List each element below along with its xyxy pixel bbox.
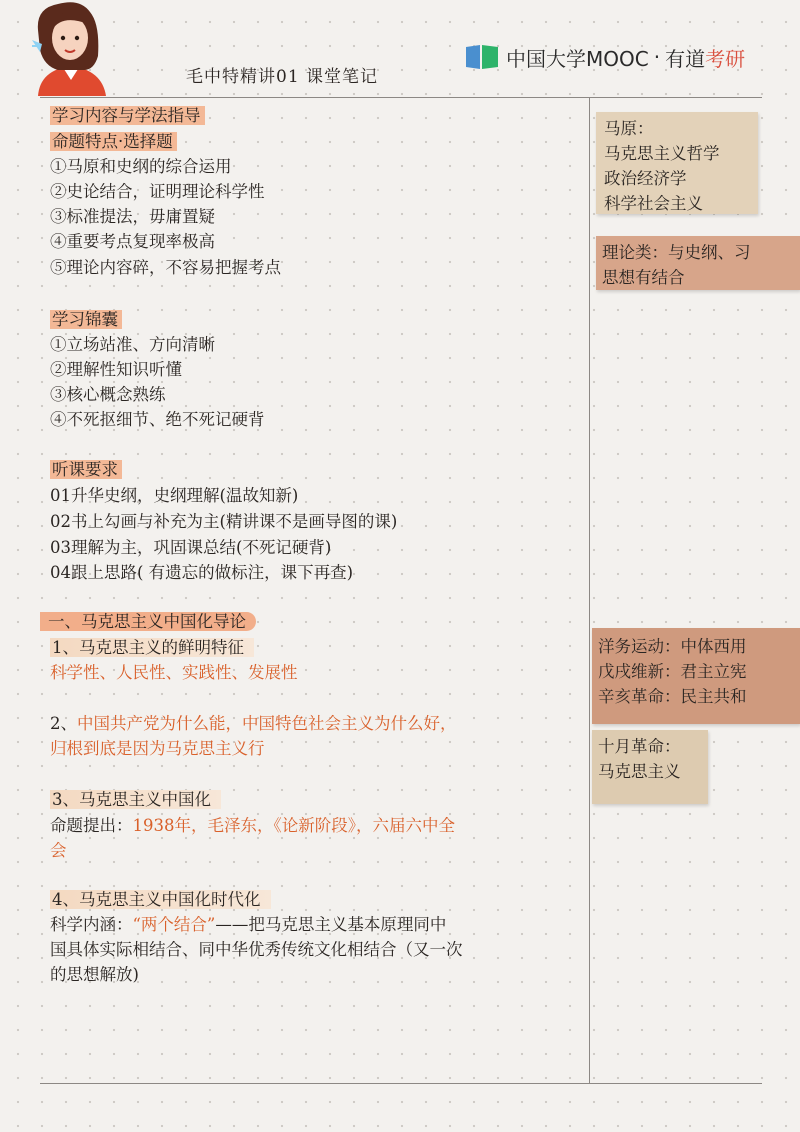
note-line: 十月革命： (598, 737, 681, 756)
study-item: ②史论结合，证明理论科学性 (50, 182, 265, 201)
tips-item: ③核心概念熟练 (50, 385, 166, 404)
study-item: ⑤理论内容碎，不容易把握考点 (50, 258, 281, 277)
footer-divider (40, 1083, 762, 1084)
note-line: 马克思主义 (598, 762, 681, 781)
study-item: ①马原和史纲的综合运用 (50, 157, 232, 176)
tips-item: ①立场站准、方向清晰 (50, 335, 215, 354)
tips-heading: 学习锦囊 (50, 308, 122, 332)
note-line: 马原： (604, 119, 654, 138)
sticky-note-october (592, 730, 708, 804)
listen-item: 03理解为主，巩固课总结(不死记硬背) (50, 538, 332, 557)
listen-heading: 听课要求 (50, 458, 122, 482)
chapter-heading: 一、马克思主义中国化导论 (40, 610, 256, 634)
subsection-title-1: 1、马克思主义的鲜明特征 (50, 636, 254, 660)
column-divider (589, 98, 590, 1083)
logo-youdao-text: 有道 (665, 46, 706, 71)
sticky-note-history (592, 628, 800, 724)
sticky-note-marxism (596, 112, 758, 214)
header-divider (40, 97, 762, 98)
subsection-body-1: 科学性、人民性、实践性、发展性 (50, 663, 298, 682)
teacher-avatar (28, 0, 114, 96)
tips-item: ②理解性知识听懂 (50, 360, 182, 379)
study-item: ③标准提法，毋庸置疑 (50, 207, 215, 226)
note-line: 思想有结合 (602, 268, 685, 287)
note-line: 政治经济学 (604, 169, 687, 188)
note-line: 理论类：与史纲、习 (602, 243, 751, 262)
subsection-4-line-1: 科学内涵：“两个结合”——把马克思主义基本原理同中 (50, 915, 447, 934)
note-line: 科学社会主义 (604, 194, 703, 213)
note-line: 辛亥革命：民主共和 (598, 687, 747, 706)
note-line: 洋务运动：中体西用 (598, 637, 747, 656)
listen-item: 04跟上思路( 有遗忘的做标注，课下再查) (50, 563, 354, 582)
study-subheading: 命题特点·选择题 (50, 130, 177, 154)
logo-separator: · (653, 45, 661, 69)
subsection-title-4: 4、马克思主义中国化时代化 (50, 888, 271, 912)
subsection-2-line-2: 归根到底是因为马克思主义行 (50, 739, 265, 758)
subsection-3-line-1: 命题提出：1938年，毛泽东，《论新阶段》，六届六中全 (50, 816, 455, 835)
logo-kaoyan-text: 考研 (705, 46, 746, 71)
note-line: 马克思主义哲学 (604, 144, 720, 163)
mooc-logo-icon (466, 45, 498, 69)
subsection-4-line-3: 的思想解放) (50, 965, 139, 984)
sticky-note-theory (596, 236, 800, 290)
logo-brand-text: 中国大学MOOC (506, 46, 649, 71)
study-item: ④重要考点复现率极高 (50, 232, 215, 251)
tips-item: ④不死抠细节、绝不死记硬背 (50, 410, 265, 429)
subsection-3-line-2: 会 (50, 841, 67, 860)
listen-item: 02书上勾画与补充为主(精讲课不是画导图的课) (50, 512, 398, 531)
subsection-4-line-2: 国具体实际相结合、同中华优秀传统文化相结合（又一次 (50, 940, 463, 959)
subsection-title-3: 3、马克思主义中国化 (50, 788, 221, 812)
subsection-2-line-1: 2、中国共产党为什么能，中国特色社会主义为什么好， (50, 714, 457, 733)
page-title: 毛中特精讲01 课堂笔记 (186, 67, 379, 87)
mooc-youdao-logo (466, 40, 745, 74)
study-heading: 学习内容与学法指导 (50, 104, 205, 128)
listen-item: 01升华史纲，史纲理解(温故知新) (50, 486, 299, 505)
note-line: 戊戌维新：君主立宪 (598, 662, 747, 681)
